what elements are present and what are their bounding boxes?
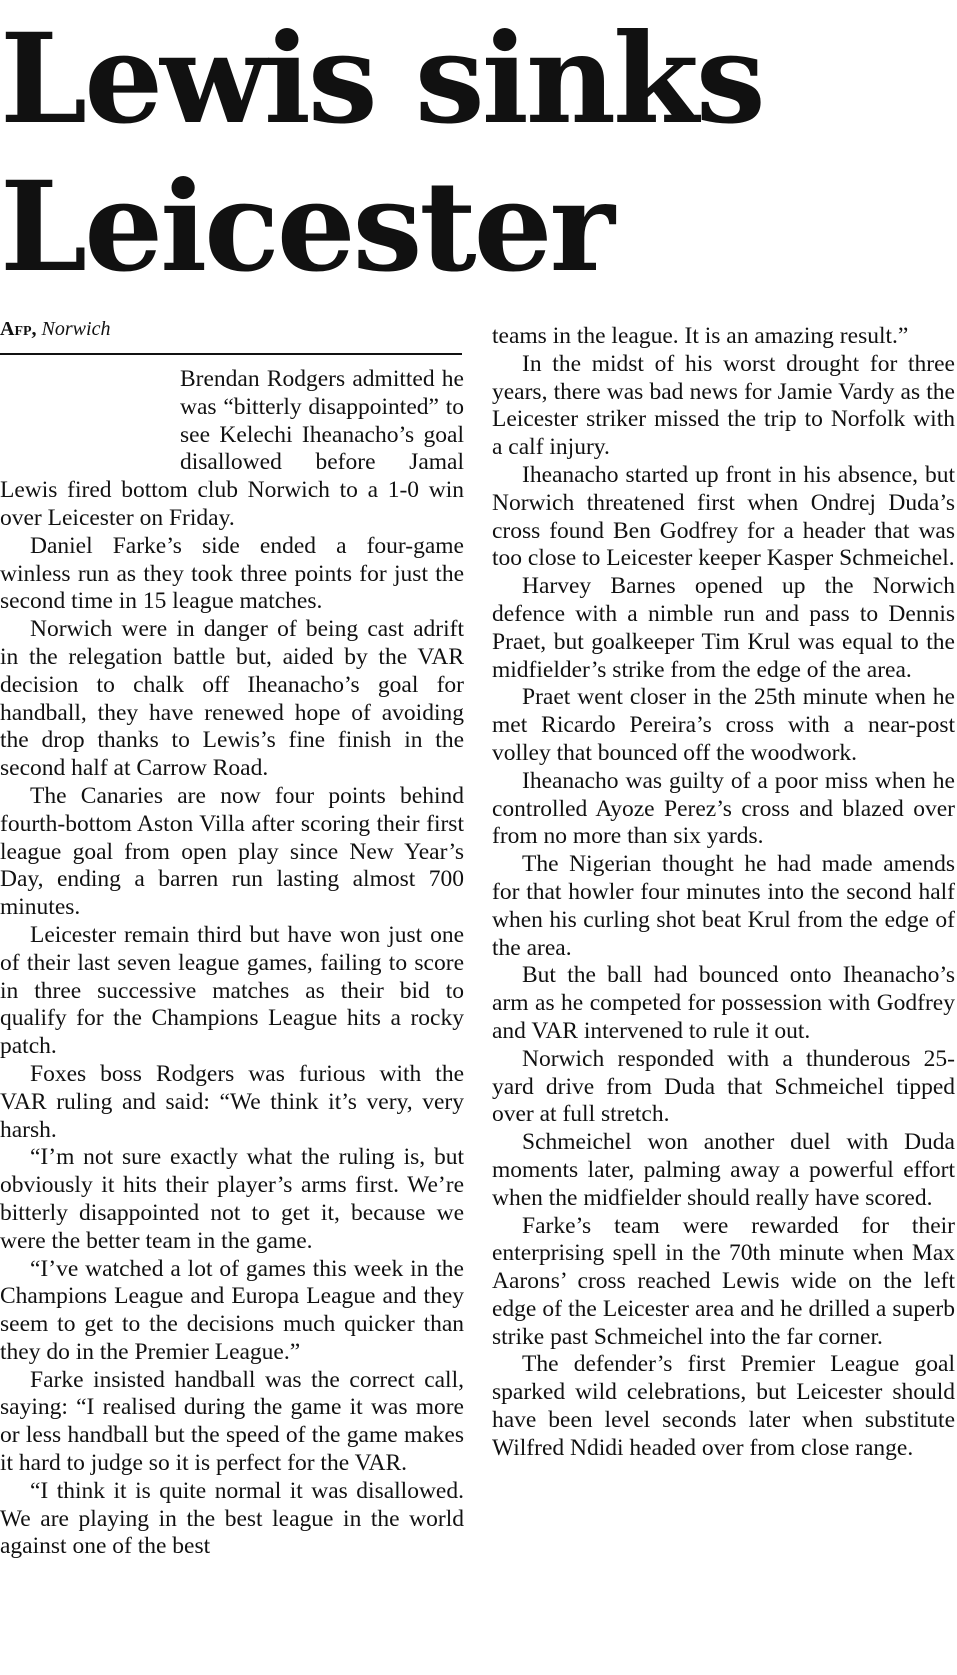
paragraph: Praet went closer in the 25th minute when he met Ricardo Pereira’s cross with a near-post volley that bounced off the woodwork. [492, 684, 955, 766]
paragraph: Iheanacho started up front in his absence, but Norwich threatened first when Ondrej Duda’s cross found Ben Godfrey for a header that was too close to Leicester keeper Kasper Schmeichel. [492, 461, 955, 572]
byline-divider [0, 353, 462, 355]
paragraph: But the ball had bounced onto Iheanacho’s arm as he competed for possession with Godfrey and VAR intervened to rule it out. [492, 962, 955, 1044]
paragraph: “I think it is quite normal it was disallowed. We are playing in the best league in the world against one of the best [0, 1477, 464, 1560]
paragraph: The Nigerian thought he had made amends for that howler four minutes into the second half when his curling shot beat Krul from the edge of the area. [492, 851, 955, 961]
lead-indent-space [0, 366, 180, 477]
paragraph: Farke insisted handball was the correct call, saying: “I realised during the game it was more or less handball but the speed of the game makes it hard to judge so it is perfect for the VAR. [0, 1366, 464, 1477]
paragraph: Schmeichel won another duel with Duda moments later, palming away a powerful effort when the midfielder should really have scored. [492, 1129, 955, 1211]
headline-line-2: Leicester [0, 155, 612, 300]
paragraph: In the midst of his worst drought for three years, there was bad news for Jamie Vardy as the Leicester striker missed the trip to Norfolk with a calf injury. [492, 350, 955, 461]
paragraph: The defender’s first Premier League goal sparked wild celebrations, but Leicester should have been level seconds later when substitute Wilfred Ndidi headed over from close range. [492, 1351, 955, 1461]
paragraph: “I’m not sure exactly what the ruling is, but obviously it hits their player’s arms first. We’re bitterly disappointed not to get it, because we were the better team in the game. [0, 1144, 464, 1254]
paragraph: Farke’s team were rewarded for their enterprising spell in the 70th minute when Max Aarons’ cross reached Lewis wide on the left edge of the Leicester area and he drilled a superb strike past Schmeichel into the far corner. [492, 1212, 955, 1350]
headline [0, 6, 900, 302]
paragraph: “I’ve watched a lot of games this week in the Champions League and Europa League and they seem to get to the decisions much quicker than they do in the Premier League.” [0, 1255, 464, 1365]
paragraph: The Canaries are now four points behind fourth-bottom Aston Villa after scoring their first league goal from open play since New Year’s Day, ending a barren run lasting almost 700 minutes. [0, 782, 464, 921]
paragraph: Norwich responded with a thunderous 25-yard drive from Duda that Schmeichel tipped over at full stretch. [492, 1045, 955, 1128]
article-column-1 [0, 366, 464, 1671]
byline-location: Norwich [41, 318, 111, 340]
paragraph: Daniel Farke’s side ended a four-game winless run as they took three points for just the second time in 15 league matches. [0, 532, 464, 615]
paragraph: Brendan Rodgers admitted he was “bitterly disappointed” to see Kelechi Iheanacho’s goal disallowed before Jamal Lewis fired bottom club Norwich to a 1-0 win over Leicester on Friday. [0, 366, 464, 531]
paragraph: Harvey Barnes opened up the Norwich defence with a nimble run and pass to Dennis Praet, but goalkeeper Tim Krul was equal to the midfielder’s strike from the edge of the area. [492, 573, 955, 683]
paragraph: Foxes boss Rodgers was furious with the VAR ruling and said: “We think it’s very, very harsh. [0, 1060, 464, 1143]
article-column-2 [492, 323, 955, 1673]
headline-line-1: Lewis sinks [0, 7, 763, 152]
paragraph: Leicester remain third but have won just one of their last seven league games, failing to score in three successive matches as their bid to qualify for the Champions League hits a rocky patch. [0, 921, 464, 1060]
paragraph: Iheanacho was guilty of a poor miss when he controlled Ayoze Perez’s cross and blazed over from no more than six yards. [492, 767, 955, 850]
byline [0, 318, 110, 341]
paragraph-continuation: teams in the league. It is an amazing result.” [492, 323, 909, 349]
paragraph: Norwich were in danger of being cast adrift in the relegation battle but, aided by the VAR decision to chalk off Iheanacho’s goal for handball, they have renewed hope of avoiding the drop thanks to Lewis’s fine finish in the second half at Carrow Road. [0, 616, 464, 782]
byline-agency: Afp, [0, 318, 37, 340]
